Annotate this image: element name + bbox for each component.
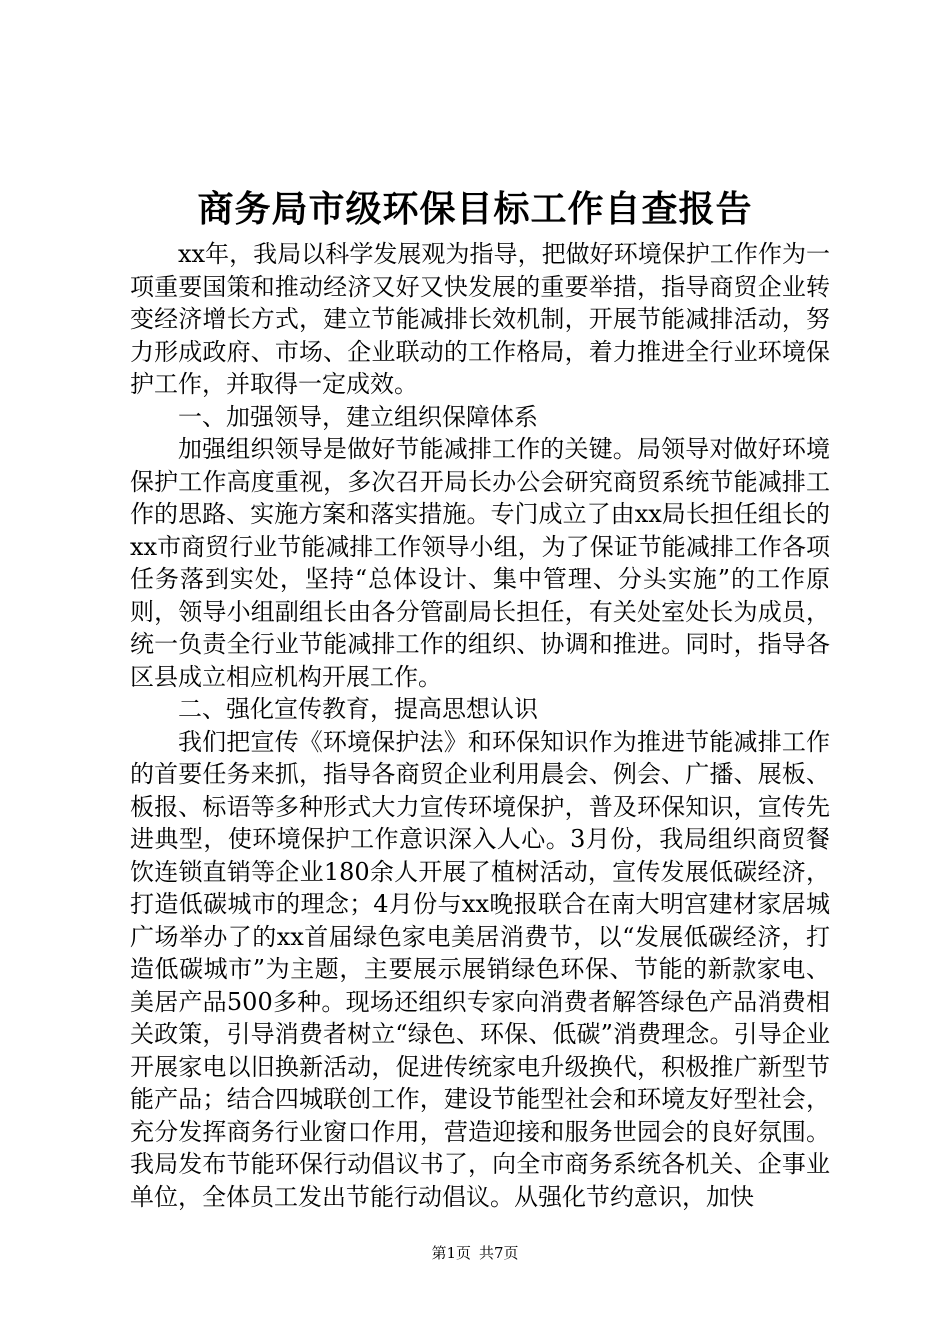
section-heading-2: 二、强化宣传教育，提高思想认识 bbox=[178, 695, 538, 723]
page-footer bbox=[0, 1243, 950, 1263]
section-1-paragraph: 加强组织领导是做好节能减排工作的关键。局领导对做好环境保护工作高度重视，多次召开局长办公会研究商贸系统节能减排工作的思路、实施方案和落实措施。专门成立了由xx局长担任组长的xx市商贸行业节能减排工作领导小组，为了保证节能减排工作各项任务落到实处，坚持“总体设计、集中管理、分头实施”的工作原则，领导小组副组长由各分管副局长担任，有关处室处长为成员，统一负责全行业节能减排工作的组织、协调和推进。同时，指导各区县成立相应机构开展工作。 bbox=[130, 435, 830, 691]
intro-paragraph: xx年，我局以科学发展观为指导，把做好环境保护工作作为一项重要国策和推动经济又好又快发展的重要举措，指导商贸企业转变经济增长方式，建立节能减排长效机制，开展节能减排活动，努力形成政府、市场、企业联动的工作格局，着力推进全行业环境保护工作，并取得一定成效。 bbox=[130, 240, 830, 398]
section-2-paragraph: 我们把宣传《环境保护法》和环保知识作为推进节能减排工作的首要任务来抓，指导各商贸企业利用晨会、例会、广播、展板、板报、标语等多种形式大力宣传环境保护，普及环保知识，宣传先进典型，使环境保护工作意识深入人心。3月份，我局组织商贸餐饮连锁直销等企业180余人开展了植树活动，宣传发展低碳经济，打造低碳城市的理念；4月份与xx晚报联合在南大明宫建材家居城广场举办了的xx首届绿色家电美居消费节，以“发展低碳经济，打造低碳城市”为主题，主要展示展销绿色环保、节能的新款家电、美居产品500多种。现场还组织专家向消费者解答绿色产品消费相关政策，引导消费者树立“绿色、环保、低碳”消费理念。引导企业开展家电以旧换新活动，促进传统家电升级换代，积极推广新型节能产品；结合四城联创工作，建设节能型社会和环境友好型社会，充分发挥商务行业窗口作用，营造迎接和服务世园会的良好氛围。我局发布节能环保行动倡议书了，向全市商务系统各机关、企事业单位，全体员工发出节能行动倡议。从强化节约意识，加快 bbox=[130, 727, 830, 1211]
document-body bbox=[130, 238, 830, 1213]
page-number: 第1页 bbox=[431, 1244, 471, 1262]
document-title: 商务局市级环保目标工作自查报告 bbox=[197, 188, 753, 230]
page-total: 共7页 bbox=[479, 1244, 519, 1262]
section-heading-1: 一、加强领导，建立组织保障体系 bbox=[178, 402, 538, 431]
